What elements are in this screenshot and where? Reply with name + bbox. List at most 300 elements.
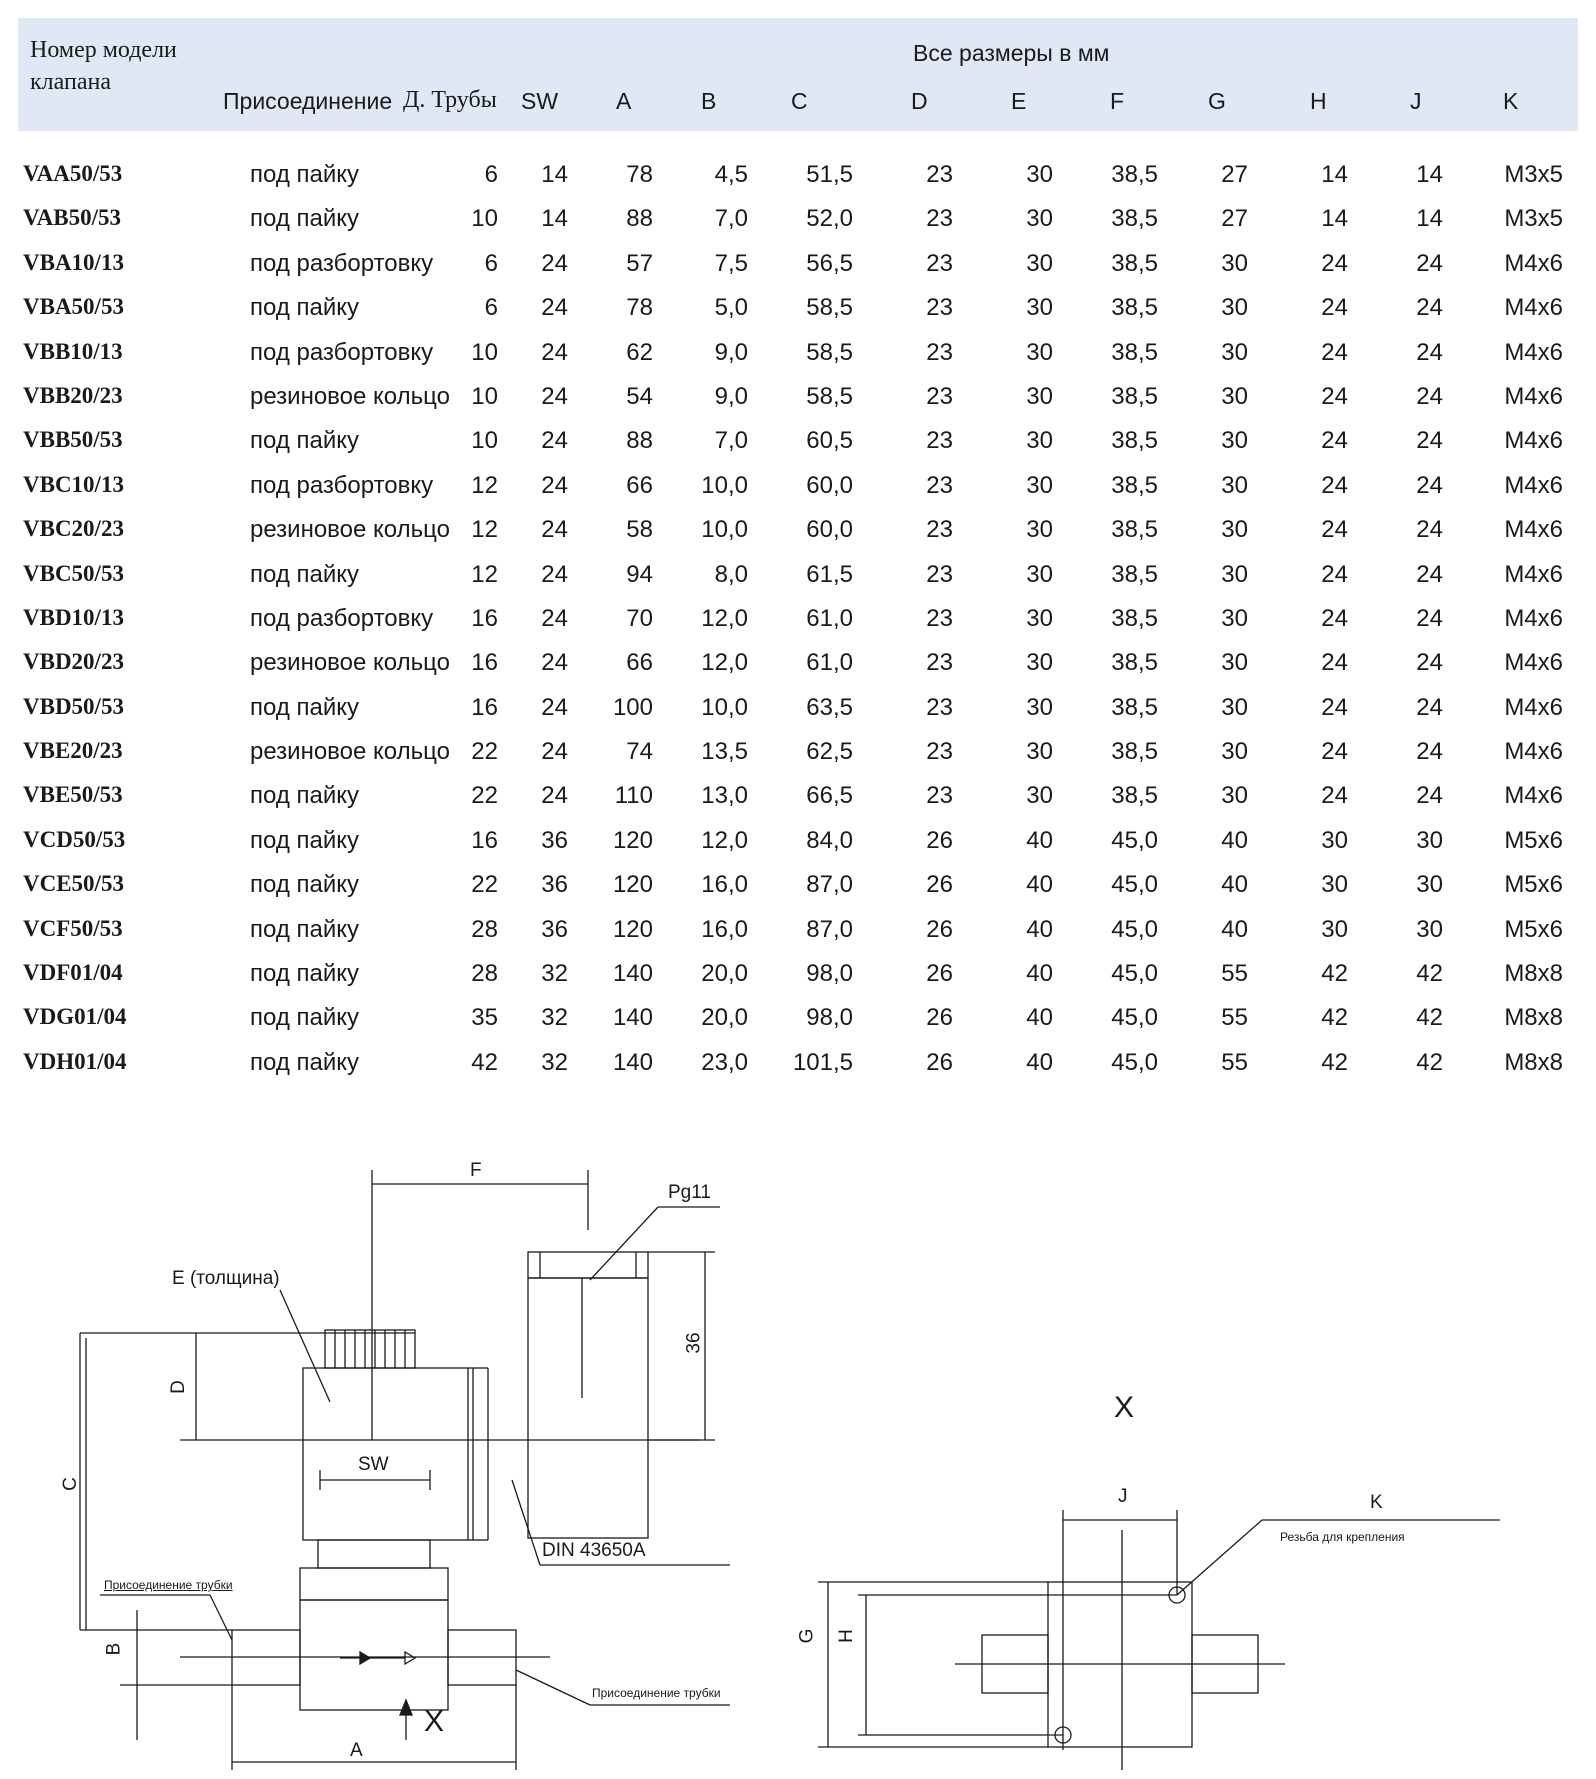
col-header-c: C xyxy=(791,88,808,114)
cell-a: 120 xyxy=(612,915,653,943)
cell-e: 40 xyxy=(1026,915,1053,943)
table-row xyxy=(18,553,1578,597)
model-header: Номер модели клапана xyxy=(30,37,177,95)
cell-dt: 16 xyxy=(471,693,498,721)
cell-model: VBE50/53 xyxy=(23,782,123,808)
col-header-k: K xyxy=(1503,88,1519,114)
cell-sw: 24 xyxy=(541,294,568,322)
cell-b: 7,0 xyxy=(714,205,748,233)
cell-d: 26 xyxy=(926,826,953,854)
cell-model: VBB50/53 xyxy=(23,427,123,453)
cell-d: 26 xyxy=(926,960,953,988)
cell-dt: 10 xyxy=(471,382,498,410)
cell-sw: 24 xyxy=(541,738,568,766)
cell-model: VDG01/04 xyxy=(23,1004,127,1030)
cell-sw: 24 xyxy=(541,782,568,810)
cell-f: 45,0 xyxy=(1111,826,1158,854)
cell-d: 26 xyxy=(926,1048,953,1076)
cell-j: 24 xyxy=(1416,294,1443,322)
cell-h: 24 xyxy=(1321,471,1348,499)
cell-model: VBD50/53 xyxy=(23,693,124,719)
cell-model: VAA50/53 xyxy=(23,161,123,186)
cell-model: VCE50/53 xyxy=(23,871,124,897)
cell-d: 23 xyxy=(926,693,953,721)
cell-d: 23 xyxy=(926,649,953,677)
cell-f: 38,5 xyxy=(1111,205,1158,233)
cell-d: 23 xyxy=(926,738,953,766)
cell-f: 45,0 xyxy=(1111,960,1158,988)
cell-k: M4x6 xyxy=(1504,427,1563,455)
cell-g: 30 xyxy=(1221,382,1248,410)
cell-j: 24 xyxy=(1416,604,1443,632)
cell-g: 30 xyxy=(1221,294,1248,322)
dim-h-label: H xyxy=(835,1629,857,1643)
table-row xyxy=(18,419,1578,463)
cell-a: 54 xyxy=(626,382,653,410)
cell-e: 30 xyxy=(1026,382,1053,410)
view-x-title: X xyxy=(1114,1391,1135,1424)
cell-b: 10,0 xyxy=(701,471,748,499)
cell-b: 23,0 xyxy=(701,1048,748,1076)
cell-e: 40 xyxy=(1026,826,1053,854)
cell-h: 24 xyxy=(1321,249,1348,277)
cell-e: 30 xyxy=(1026,649,1053,677)
cell-conn: под разбортовку xyxy=(250,338,434,366)
cell-f: 38,5 xyxy=(1111,471,1158,499)
cell-dt: 22 xyxy=(471,871,498,899)
col-header-f: F xyxy=(1110,88,1125,114)
cell-e: 30 xyxy=(1026,738,1053,766)
cell-j: 24 xyxy=(1416,249,1443,277)
dim-g-label: G xyxy=(796,1628,818,1644)
table-row xyxy=(18,641,1578,685)
col-header-g: G xyxy=(1208,88,1226,114)
cell-e: 30 xyxy=(1026,338,1053,366)
cell-d: 23 xyxy=(926,604,953,632)
cell-model: VCD50/53 xyxy=(23,826,126,852)
cell-conn: под пайку xyxy=(250,782,360,810)
cell-c: 101,5 xyxy=(792,1048,853,1076)
cell-b: 20,0 xyxy=(701,960,748,988)
table-row xyxy=(18,774,1578,818)
cell-b: 13,0 xyxy=(701,782,748,810)
cell-f: 38,5 xyxy=(1111,516,1158,544)
cell-c: 66,5 xyxy=(806,782,853,810)
table-row xyxy=(18,242,1578,286)
valve-bottom-view xyxy=(818,1510,1500,1770)
cell-a: 66 xyxy=(626,649,653,677)
cell-conn: под пайку xyxy=(250,915,360,943)
cell-k: M5x6 xyxy=(1504,871,1563,899)
cell-b: 5,0 xyxy=(714,294,748,322)
cell-dt: 6 xyxy=(484,294,498,322)
cell-b: 10,0 xyxy=(701,693,748,721)
cell-j: 14 xyxy=(1416,205,1443,233)
cell-conn: резиновое кольцо xyxy=(250,382,450,410)
cell-e: 30 xyxy=(1026,427,1053,455)
cell-h: 42 xyxy=(1321,1048,1348,1076)
cell-e: 30 xyxy=(1026,516,1053,544)
cell-c: 60,0 xyxy=(806,471,853,499)
dim-a-label: A xyxy=(350,1740,363,1761)
cell-dt: 10 xyxy=(471,427,498,455)
table-row xyxy=(18,819,1578,863)
cell-j: 24 xyxy=(1416,649,1443,677)
col-header-a: A xyxy=(616,88,632,114)
cell-sw: 24 xyxy=(541,560,568,588)
cell-g: 30 xyxy=(1221,693,1248,721)
dim-c-label: C xyxy=(59,1477,81,1491)
cell-e: 30 xyxy=(1026,471,1053,499)
table-row xyxy=(18,908,1578,952)
cell-model: VBB20/23 xyxy=(23,382,123,408)
cell-g: 30 xyxy=(1221,471,1248,499)
dim-f-label: F xyxy=(470,1160,482,1181)
cell-c: 58,5 xyxy=(806,294,853,322)
cell-conn: под пайку xyxy=(250,427,360,455)
cell-a: 88 xyxy=(626,427,653,455)
dim-k-label: K xyxy=(1370,1492,1383,1513)
cell-c: 58,5 xyxy=(806,338,853,366)
cell-f: 38,5 xyxy=(1111,294,1158,322)
cell-k: M4x6 xyxy=(1504,338,1563,366)
cell-h: 24 xyxy=(1321,338,1348,366)
col-header-b: B xyxy=(701,88,717,114)
cell-h: 24 xyxy=(1321,782,1348,810)
cell-j: 30 xyxy=(1416,915,1443,943)
cell-e: 30 xyxy=(1026,294,1053,322)
cell-conn: под пайку xyxy=(250,161,360,188)
cell-d: 23 xyxy=(926,382,953,410)
cell-conn: под пайку xyxy=(250,693,360,721)
cell-g: 30 xyxy=(1221,782,1248,810)
table-row xyxy=(18,952,1578,996)
cell-sw: 24 xyxy=(541,516,568,544)
cell-j: 42 xyxy=(1416,960,1443,988)
cell-k: M4x6 xyxy=(1504,516,1563,544)
cell-j: 24 xyxy=(1416,338,1443,366)
cell-f: 45,0 xyxy=(1111,915,1158,943)
cell-f: 38,5 xyxy=(1111,382,1158,410)
cell-a: 140 xyxy=(612,1004,653,1032)
table-row xyxy=(18,996,1578,1040)
dim-sw-label: SW xyxy=(358,1454,389,1475)
cell-a: 120 xyxy=(612,826,653,854)
cell-conn: под пайку xyxy=(250,826,360,854)
cell-sw: 24 xyxy=(541,382,568,410)
cell-e: 30 xyxy=(1026,693,1053,721)
cell-c: 98,0 xyxy=(806,960,853,988)
cell-sw: 14 xyxy=(541,161,568,188)
cell-f: 38,5 xyxy=(1111,782,1158,810)
cell-e: 40 xyxy=(1026,1004,1053,1032)
cell-c: 58,5 xyxy=(806,382,853,410)
cell-e: 30 xyxy=(1026,604,1053,632)
dim-36-label: 36 xyxy=(683,1332,705,1354)
cell-f: 45,0 xyxy=(1111,871,1158,899)
cell-k: M4x6 xyxy=(1504,382,1563,410)
cell-model: VBD20/23 xyxy=(23,649,124,675)
cell-k: M8x8 xyxy=(1504,1048,1563,1076)
cell-conn: резиновое кольцо xyxy=(250,516,450,544)
table-row xyxy=(18,597,1578,641)
dim-j-label: J xyxy=(1118,1486,1128,1507)
cell-a: 140 xyxy=(612,960,653,988)
cell-k: M4x6 xyxy=(1504,471,1563,499)
cell-model: VBE20/23 xyxy=(23,738,123,764)
table-header xyxy=(18,18,1578,131)
cell-f: 38,5 xyxy=(1111,338,1158,366)
cell-g: 30 xyxy=(1221,560,1248,588)
cell-d: 26 xyxy=(926,871,953,899)
cell-c: 61,0 xyxy=(806,604,853,632)
cell-h: 24 xyxy=(1321,560,1348,588)
cell-j: 42 xyxy=(1416,1048,1443,1076)
cell-j: 24 xyxy=(1416,693,1443,721)
cell-j: 24 xyxy=(1416,516,1443,544)
table-row xyxy=(18,508,1578,552)
cell-model: VBC20/23 xyxy=(23,516,124,542)
cell-k: M4x6 xyxy=(1504,249,1563,277)
table-row xyxy=(18,730,1578,774)
cell-b: 16,0 xyxy=(701,871,748,899)
cell-sw: 32 xyxy=(541,960,568,988)
cell-b: 10,0 xyxy=(701,516,748,544)
col-header-h: H xyxy=(1310,88,1327,114)
cell-h: 24 xyxy=(1321,516,1348,544)
all-sizes-header: Все размеры в мм xyxy=(913,40,1110,66)
cell-e: 30 xyxy=(1026,161,1053,188)
cell-sw: 36 xyxy=(541,826,568,854)
cell-j: 24 xyxy=(1416,382,1443,410)
cell-f: 38,5 xyxy=(1111,604,1158,632)
cell-k: M5x6 xyxy=(1504,915,1563,943)
cell-k: M8x8 xyxy=(1504,960,1563,988)
cell-g: 30 xyxy=(1221,649,1248,677)
table-row xyxy=(18,686,1578,730)
cell-j: 24 xyxy=(1416,560,1443,588)
cell-dt: 22 xyxy=(471,738,498,766)
cell-e: 40 xyxy=(1026,871,1053,899)
cell-a: 78 xyxy=(626,161,653,188)
cell-sw: 24 xyxy=(541,427,568,455)
cell-sw: 14 xyxy=(541,205,568,233)
cell-g: 30 xyxy=(1221,338,1248,366)
cell-model: VDH01/04 xyxy=(23,1048,127,1074)
table-row xyxy=(18,286,1578,330)
cell-g: 55 xyxy=(1221,1004,1248,1032)
cell-dt: 28 xyxy=(471,915,498,943)
cell-a: 62 xyxy=(626,338,653,366)
cell-conn: под разбортовку xyxy=(250,471,434,499)
dim-d-label: D xyxy=(167,1380,189,1394)
cell-d: 23 xyxy=(926,427,953,455)
table-body xyxy=(18,153,1578,1085)
cell-d: 26 xyxy=(926,915,953,943)
cell-dt: 6 xyxy=(484,249,498,277)
cell-sw: 32 xyxy=(541,1004,568,1032)
cell-sw: 24 xyxy=(541,604,568,632)
cell-conn: резиновое кольцо xyxy=(250,738,450,766)
col-header-conn: Присоединение xyxy=(223,88,393,114)
table-row xyxy=(18,375,1578,419)
cell-a: 57 xyxy=(626,249,653,277)
cell-dt: 10 xyxy=(471,338,498,366)
cell-k: M4x6 xyxy=(1504,693,1563,721)
cell-a: 110 xyxy=(614,782,653,810)
cell-k: M8x8 xyxy=(1504,1004,1563,1032)
cell-sw: 32 xyxy=(541,1048,568,1076)
cell-e: 30 xyxy=(1026,249,1053,277)
cell-a: 100 xyxy=(612,693,653,721)
cell-conn: под пайку xyxy=(250,560,360,588)
cell-dt: 22 xyxy=(471,782,498,810)
col-header-d: D xyxy=(911,88,928,114)
cell-k: M4x6 xyxy=(1504,738,1563,766)
cell-j: 24 xyxy=(1416,427,1443,455)
cell-f: 38,5 xyxy=(1111,560,1158,588)
cell-model: VBA10/13 xyxy=(23,249,124,275)
cell-h: 14 xyxy=(1321,161,1348,188)
cell-a: 78 xyxy=(626,294,653,322)
cell-b: 12,0 xyxy=(701,649,748,677)
cell-model: VCF50/53 xyxy=(23,915,123,941)
cell-dt: 10 xyxy=(471,205,498,233)
cell-j: 14 xyxy=(1416,161,1443,188)
cell-d: 23 xyxy=(926,338,953,366)
cell-dt: 35 xyxy=(471,1004,498,1032)
cell-d: 23 xyxy=(926,205,953,233)
cell-dt: 6 xyxy=(484,161,498,188)
cell-e: 30 xyxy=(1026,782,1053,810)
cell-b: 9,0 xyxy=(714,382,748,410)
cell-c: 62,5 xyxy=(806,738,853,766)
cell-h: 30 xyxy=(1321,915,1348,943)
cell-f: 38,5 xyxy=(1111,649,1158,677)
cell-k: M4x6 xyxy=(1504,782,1563,810)
cell-f: 38,5 xyxy=(1111,738,1158,766)
cell-e: 40 xyxy=(1026,1048,1053,1076)
cell-sw: 36 xyxy=(541,871,568,899)
cell-g: 55 xyxy=(1221,960,1248,988)
cell-d: 23 xyxy=(926,161,953,188)
cell-conn: под разбортовку xyxy=(250,249,434,277)
cell-e: 40 xyxy=(1026,960,1053,988)
cell-h: 24 xyxy=(1321,294,1348,322)
cell-g: 27 xyxy=(1221,161,1248,188)
cell-k: M3x5 xyxy=(1504,161,1563,188)
cell-g: 40 xyxy=(1221,826,1248,854)
cell-b: 9,0 xyxy=(714,338,748,366)
cell-h: 24 xyxy=(1321,649,1348,677)
drawing-svg xyxy=(0,1140,1596,1779)
cell-sw: 36 xyxy=(541,915,568,943)
cell-b: 20,0 xyxy=(701,1004,748,1032)
cell-j: 24 xyxy=(1416,782,1443,810)
cell-b: 8,0 xyxy=(714,560,748,588)
cell-h: 24 xyxy=(1321,427,1348,455)
cell-d: 23 xyxy=(926,560,953,588)
cell-g: 30 xyxy=(1221,427,1248,455)
cell-k: M4x6 xyxy=(1504,649,1563,677)
cell-conn: под пайку xyxy=(250,1004,360,1032)
view-x-marker: X xyxy=(424,1705,445,1738)
cell-a: 120 xyxy=(612,871,653,899)
cell-g: 27 xyxy=(1221,205,1248,233)
cell-f: 38,5 xyxy=(1111,161,1158,188)
cell-k: M4x6 xyxy=(1504,294,1563,322)
dimensions-table xyxy=(18,18,1578,1076)
thread-label: Резьба для крепления xyxy=(1280,1530,1405,1544)
cell-c: 87,0 xyxy=(806,871,853,899)
cell-dt: 16 xyxy=(471,649,498,677)
cell-f: 38,5 xyxy=(1111,427,1158,455)
din-label: DIN 43650A xyxy=(542,1540,646,1561)
technical-drawing xyxy=(0,1140,1596,1779)
cell-j: 24 xyxy=(1416,738,1443,766)
pipe-conn-left-label: Присоединение трубки xyxy=(104,1578,233,1592)
table-row xyxy=(18,464,1578,508)
cell-f: 38,5 xyxy=(1111,693,1158,721)
cell-g: 30 xyxy=(1221,249,1248,277)
col-header-e: E xyxy=(1011,88,1027,114)
cell-b: 16,0 xyxy=(701,915,748,943)
cell-k: M3x5 xyxy=(1504,205,1563,233)
cell-f: 45,0 xyxy=(1111,1004,1158,1032)
cell-dt: 28 xyxy=(471,960,498,988)
cell-h: 24 xyxy=(1321,693,1348,721)
cell-d: 23 xyxy=(926,471,953,499)
cell-k: M4x6 xyxy=(1504,560,1563,588)
cell-c: 87,0 xyxy=(806,915,853,943)
cell-conn: под разбортовку xyxy=(250,604,434,632)
cell-h: 42 xyxy=(1321,960,1348,988)
dim-b-label: B xyxy=(103,1642,125,1656)
table-row xyxy=(18,1041,1578,1085)
cell-g: 40 xyxy=(1221,915,1248,943)
cell-a: 58 xyxy=(626,516,653,544)
cell-b: 12,0 xyxy=(701,604,748,632)
cell-a: 66 xyxy=(626,471,653,499)
cell-a: 94 xyxy=(626,560,653,588)
table-row xyxy=(18,197,1578,241)
cell-g: 30 xyxy=(1221,604,1248,632)
cell-h: 30 xyxy=(1321,871,1348,899)
cell-model: VBA50/53 xyxy=(23,294,124,320)
cell-h: 24 xyxy=(1321,382,1348,410)
cell-h: 14 xyxy=(1321,205,1348,233)
pg11-label: Pg11 xyxy=(668,1182,711,1203)
cell-conn: под пайку xyxy=(250,960,360,988)
cell-model: VBD10/13 xyxy=(23,604,124,630)
cell-e: 30 xyxy=(1026,205,1053,233)
cell-sw: 24 xyxy=(541,338,568,366)
cell-b: 7,5 xyxy=(714,249,748,277)
pipe-conn-right-label: Присоединение трубки xyxy=(592,1686,721,1700)
cell-sw: 24 xyxy=(541,471,568,499)
cell-k: M4x6 xyxy=(1504,604,1563,632)
cell-dt: 42 xyxy=(471,1048,498,1076)
cell-d: 23 xyxy=(926,249,953,277)
cell-model: VBC50/53 xyxy=(23,560,124,586)
cell-model: VBB10/13 xyxy=(23,338,123,364)
cell-d: 26 xyxy=(926,1004,953,1032)
cell-model: VDF01/04 xyxy=(23,960,123,986)
cell-j: 42 xyxy=(1416,1004,1443,1032)
table-row xyxy=(18,153,1578,197)
cell-c: 98,0 xyxy=(806,1004,853,1032)
cell-c: 61,5 xyxy=(806,560,853,588)
